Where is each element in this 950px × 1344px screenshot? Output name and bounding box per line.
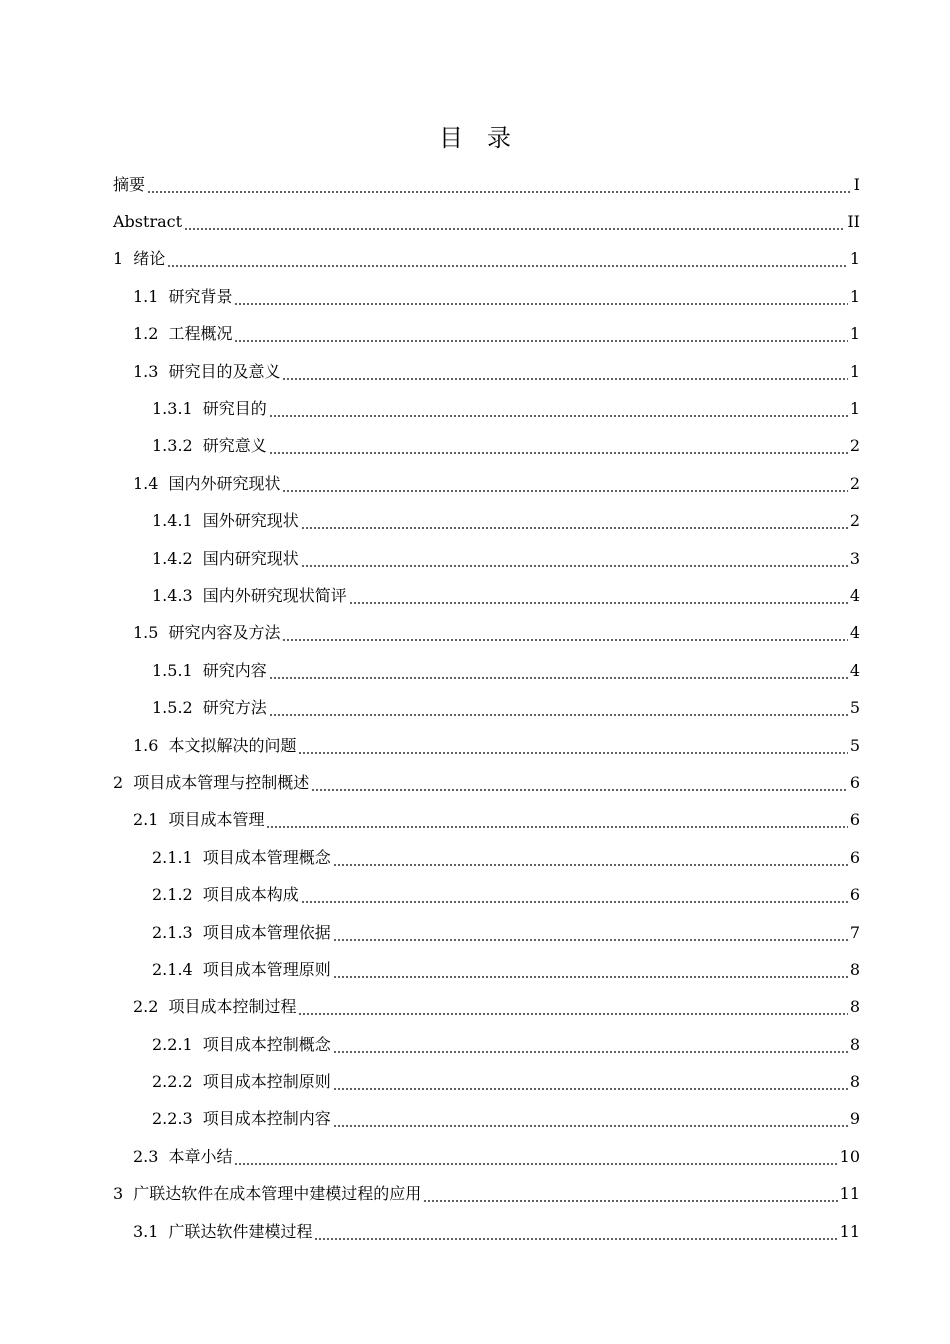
toc-leader-dots	[269, 399, 848, 419]
toc-entry-number: 1.3	[133, 361, 159, 381]
toc-entry-label	[152, 698, 267, 718]
toc-entry[interactable]	[113, 727, 860, 764]
toc-entry-text: 本文拟解决的问题	[168, 735, 297, 755]
toc-entry[interactable]	[113, 278, 860, 315]
toc-entry-label	[133, 362, 280, 382]
toc-entry[interactable]	[113, 1213, 860, 1250]
toc-entry-text: 摘要	[113, 174, 146, 194]
toc-leader-dots	[234, 287, 847, 307]
toc-leader-dots	[282, 623, 847, 643]
toc-entry-text: 工程概况	[168, 324, 233, 344]
toc-entry-page: 7	[849, 922, 860, 942]
toc-entry-label	[133, 623, 280, 643]
toc-leader-dots	[282, 362, 847, 382]
toc-leader-dots	[266, 810, 847, 830]
toc-entry-text: 项目成本管理依据	[202, 922, 331, 942]
toc-entry-page: 8	[849, 1034, 860, 1054]
toc-entry-number: 1.4	[133, 473, 159, 493]
toc-entry-label	[133, 810, 264, 830]
toc-entry-text: 研究目的及意义	[168, 361, 281, 381]
toc-leader-dots	[234, 1147, 837, 1167]
toc-entry-page: 6	[849, 772, 860, 792]
toc-entry-number: 1.1	[133, 286, 159, 306]
toc-entry-label	[152, 1035, 331, 1055]
toc-entry-page: 6	[849, 810, 860, 830]
toc-entry-number: 2.1.3	[152, 922, 193, 942]
toc-entry-number: 2.2	[133, 997, 159, 1017]
toc-entry[interactable]	[113, 465, 860, 502]
toc-entry-label	[113, 249, 165, 269]
toc-leader-dots	[298, 736, 847, 756]
toc-entry-page: 5	[849, 735, 860, 755]
toc-entry[interactable]	[113, 316, 860, 353]
toc-entry-page: 5	[849, 698, 860, 718]
toc-entry-label	[152, 923, 331, 943]
toc-entry-label	[133, 736, 296, 756]
toc-entry-text: 广联达软件在成本管理中建模过程的应用	[133, 1184, 422, 1204]
toc-entry[interactable]	[113, 353, 860, 390]
toc-entry-page: 6	[849, 885, 860, 905]
toc-entry-text: 项目成本构成	[202, 885, 299, 905]
toc-leader-dots	[301, 511, 848, 531]
toc-leader-dots	[349, 586, 848, 606]
toc-entry-label	[152, 549, 299, 569]
toc-entry-number: 1.3.2	[152, 436, 193, 456]
toc-leader-dots	[333, 848, 848, 868]
toc-entry-number: 1.4.2	[152, 548, 193, 568]
toc-entry-number: 2.1.4	[152, 959, 193, 979]
toc-entry-label	[113, 1184, 421, 1204]
toc-entry-page: 1	[849, 361, 860, 381]
toc-entry-label	[152, 1109, 331, 1129]
toc-entry[interactable]	[113, 1063, 860, 1100]
toc-entry-text: 国内外研究现状简评	[202, 585, 347, 605]
toc-leader-dots	[301, 885, 848, 905]
toc-entry-page: 8	[849, 959, 860, 979]
toc-entry[interactable]	[113, 503, 860, 540]
toc-leader-dots	[298, 997, 847, 1017]
toc-leader-dots	[333, 923, 848, 943]
toc-entry-label	[152, 436, 267, 456]
toc-entry-label	[152, 960, 331, 980]
toc-entry-page: 9	[849, 1109, 860, 1129]
toc-entry-number: 1.4.1	[152, 511, 193, 531]
toc-entry-text: 本章小结	[168, 1146, 233, 1166]
toc-entry-number: 1.6	[133, 735, 159, 755]
toc-entry-label	[113, 212, 182, 232]
toc-entry-text: 研究意义	[202, 436, 267, 456]
toc-entry-text: 国内外研究现状	[168, 473, 281, 493]
toc-entry-page: 2	[849, 436, 860, 456]
toc-leader-dots	[423, 1184, 837, 1204]
toc-leader-dots	[333, 960, 848, 980]
toc-entry-text: 研究内容	[202, 660, 267, 680]
toc-entry-label	[133, 1222, 312, 1242]
toc-leader-dots	[333, 1072, 848, 1092]
toc-entry-number: 2.1.2	[152, 885, 193, 905]
toc-entry[interactable]	[113, 839, 860, 876]
toc-leader-dots	[269, 436, 848, 456]
toc-leader-dots	[314, 1222, 837, 1242]
toc-entry-text: 项目成本管理概念	[202, 847, 331, 867]
toc-entry-page: 11	[839, 1221, 860, 1241]
toc-entry-label	[152, 1072, 331, 1092]
toc-entry-label	[133, 474, 280, 494]
toc-entry[interactable]	[113, 390, 860, 427]
toc-entry-number: 3	[113, 1184, 124, 1204]
toc-entry[interactable]	[113, 203, 860, 240]
toc-entry-label	[113, 175, 145, 195]
toc-leader-dots	[333, 1035, 848, 1055]
toc-entry-label	[113, 773, 309, 793]
toc-entry-page: 4	[849, 623, 860, 643]
toc-entry-text: 广联达软件建模过程	[168, 1221, 313, 1241]
toc-entry[interactable]	[113, 764, 860, 801]
toc-entry-text: 研究内容及方法	[168, 623, 281, 643]
toc-entry-number: 1.2	[133, 324, 159, 344]
toc-entry-label	[152, 399, 267, 419]
toc-title: 目录	[439, 124, 535, 152]
toc-entry[interactable]	[113, 166, 860, 203]
toc-entry[interactable]	[113, 802, 860, 839]
toc-entry-label	[133, 287, 232, 307]
toc-entry-page: 3	[849, 548, 860, 568]
toc-entry-page: 11	[839, 1184, 860, 1204]
toc-entry-label	[152, 586, 347, 606]
toc-entry-text: 项目成本控制概念	[202, 1034, 331, 1054]
toc-entry-page: II	[847, 212, 860, 232]
toc-entry[interactable]	[113, 1101, 860, 1138]
toc-entry-number: 2.2.1	[152, 1034, 193, 1054]
toc-entry[interactable]	[113, 1138, 860, 1175]
toc-leader-dots	[301, 549, 848, 569]
toc-leader-dots	[269, 698, 848, 718]
toc-entry[interactable]	[113, 540, 860, 577]
toc-entry-page: I	[853, 174, 860, 194]
toc-entry-number: 2.2.3	[152, 1109, 193, 1129]
toc-entry-number: 1	[113, 249, 124, 269]
toc-leader-dots	[333, 1109, 848, 1129]
toc-entry-page: 1	[849, 399, 860, 419]
toc-entry-label	[133, 997, 296, 1017]
toc-entry[interactable]	[113, 1026, 860, 1063]
toc-entry-text: 项目成本管理原则	[202, 959, 331, 979]
toc-entry-page: 10	[839, 1146, 860, 1166]
toc-entry[interactable]	[113, 241, 860, 278]
toc-entry-page: 4	[849, 585, 860, 605]
toc-entry-label	[133, 1147, 232, 1167]
toc-entry-label	[152, 885, 299, 905]
toc-entry-page: 1	[849, 324, 860, 344]
toc-leader-dots	[147, 175, 852, 195]
toc-entry-number: 1.4.3	[152, 585, 193, 605]
toc-entry-number: 2	[113, 772, 124, 792]
toc-entry-number: 2.3	[133, 1146, 159, 1166]
toc-entry[interactable]	[113, 1176, 860, 1213]
toc-entry-label	[152, 661, 267, 681]
toc-entry-text: 国外研究现状	[202, 511, 299, 531]
toc-entry-number: 3.1	[133, 1221, 159, 1241]
toc-entry-number: 2.1	[133, 810, 159, 830]
toc-leader-dots	[282, 474, 847, 494]
toc-entry[interactable]	[113, 989, 860, 1026]
toc-entry[interactable]	[113, 577, 860, 614]
toc-entry[interactable]	[113, 428, 860, 465]
toc-entry-number: 1.5.2	[152, 698, 193, 718]
toc-entry-text: Abstract	[113, 212, 183, 232]
toc-entry-text: 项目成本管理	[168, 810, 265, 830]
toc-leader-dots	[184, 212, 845, 232]
toc-entry-text: 研究目的	[202, 399, 267, 419]
toc-leader-dots	[167, 249, 848, 269]
toc-entry-number: 1.5	[133, 623, 159, 643]
toc-leader-dots	[269, 661, 848, 681]
toc-entry[interactable]	[113, 914, 860, 951]
toc-entry-number: 2.1.1	[152, 847, 193, 867]
toc-entry-text: 项目成本控制原则	[202, 1072, 331, 1092]
toc-entry-page: 8	[849, 1072, 860, 1092]
toc-entry[interactable]	[113, 615, 860, 652]
toc-entry-number: 1.3.1	[152, 399, 193, 419]
toc-entry-page: 6	[849, 847, 860, 867]
toc-entry-page: 8	[849, 997, 860, 1017]
toc-entry[interactable]	[113, 689, 860, 726]
toc-leader-dots	[234, 324, 847, 344]
toc-entry-label	[133, 324, 232, 344]
toc-leader-dots	[311, 773, 848, 793]
toc-entry-label	[152, 511, 299, 531]
toc-entry-text: 研究背景	[168, 286, 233, 306]
toc-entry-page: 1	[849, 286, 860, 306]
toc-entry-page: 2	[849, 473, 860, 493]
toc-entry-text: 项目成本控制内容	[202, 1109, 331, 1129]
toc-list	[113, 166, 860, 1250]
toc-entry-text: 国内研究现状	[202, 548, 299, 568]
toc-entry-text: 绪论	[133, 249, 166, 269]
toc-entry-number: 1.5.1	[152, 660, 193, 680]
toc-entry[interactable]	[113, 876, 860, 913]
toc-entry[interactable]	[113, 951, 860, 988]
toc-entry[interactable]	[113, 652, 860, 689]
toc-entry-page: 2	[849, 511, 860, 531]
toc-entry-page: 1	[849, 249, 860, 269]
toc-entry-number: 2.2.2	[152, 1072, 193, 1092]
toc-entry-text: 项目成本控制过程	[168, 997, 297, 1017]
toc-entry-text: 项目成本管理与控制概述	[133, 772, 310, 792]
toc-entry-text: 研究方法	[202, 698, 267, 718]
toc-entry-page: 4	[849, 660, 860, 680]
toc-entry-label	[152, 848, 331, 868]
